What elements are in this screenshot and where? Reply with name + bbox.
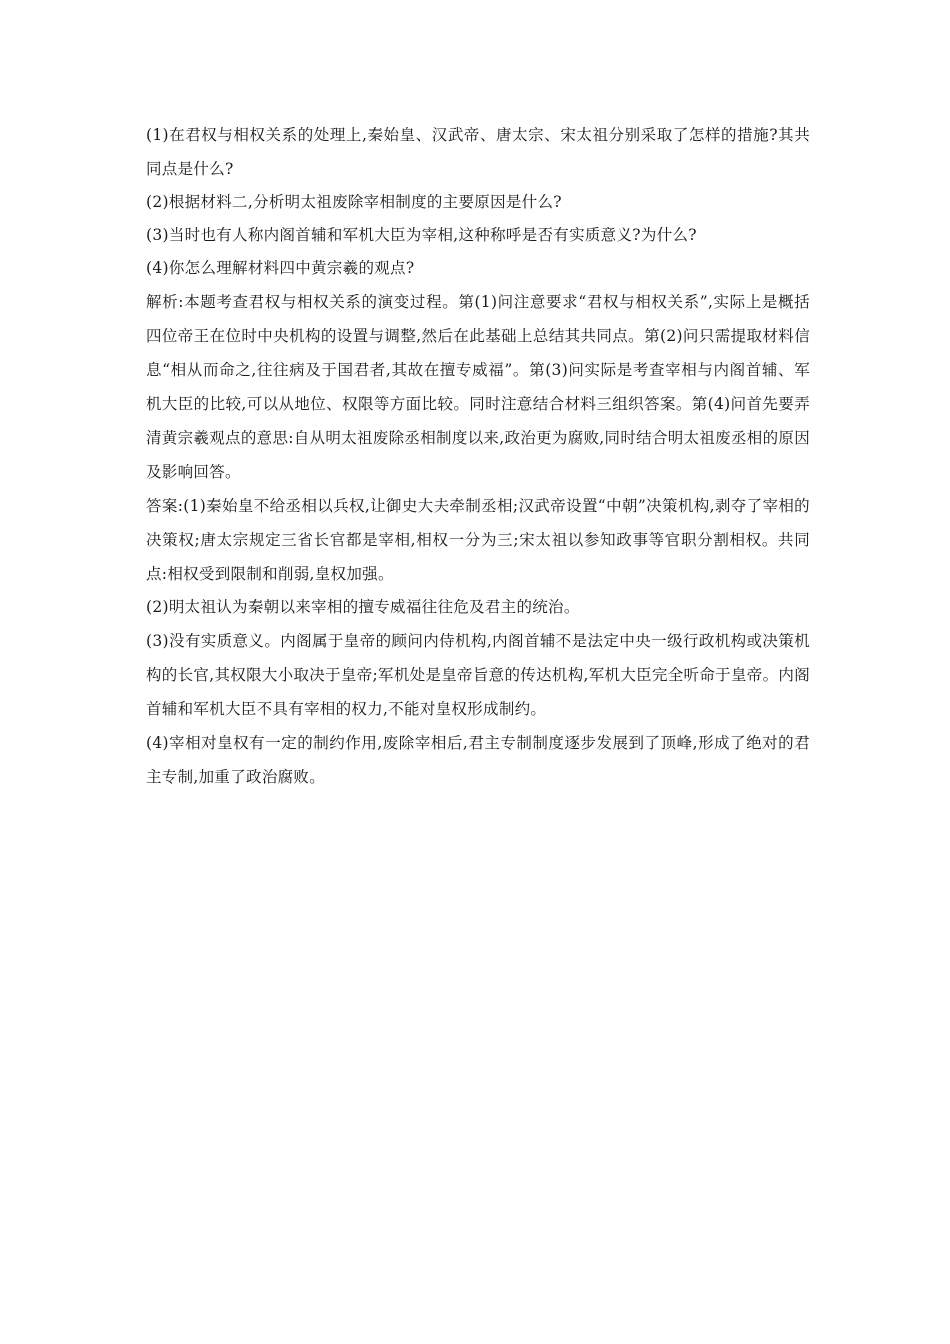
question-1: (1)在君权与相权关系的处理上,秦始皇、汉武帝、唐太宗、宋太祖分别采取了怎样的措施?其共同点是什么? [146, 126, 810, 178]
answer-4: (4)宰相对皇权有一定的制约作用,废除宰相后,君主专制制度逐步发展到了顶峰,形成了绝对的君主专制,加重了政治腐败。 [146, 734, 810, 786]
question-4: (4)你怎么理解材料四中黄宗羲的观点? [146, 259, 415, 277]
answer-1: 答案:(1)秦始皇不给丞相以兵权,让御史大夫牵制丞相;汉武帝设置“中朝”决策机构,剥夺了宰相的决策权;唐太宗规定三省长官都是宰相,相权一分为三;宋太祖以参知政事等官职分割相权。共同点:相权受到限制和削弱,皇权加强。 [146, 497, 810, 583]
analysis-paragraph: 解析:本题考查君权与相权关系的演变过程。第(1)问注意要求“君权与相权关系”,实际上是概括四位帝王在位时中央机构的设置与调整,然后在此基础上总结其共同点。第(2)问只需提取材料信息“相从而命之,往往病及于国君者,其故在擅专威福”。第(3)问实际是考查宰相与内阁首辅、军机大臣的比较,可以从地位、权限等方面比较。同时注意结合材料三组织答案。第(4)问首先要弄清黄宗羲观点的意思:自从明太祖废除丞相制度以来,政治更为腐败,同时结合明太祖废丞相的原因及影响回答。 [146, 293, 810, 481]
answer-3: (3)没有实质意义。内阁属于皇帝的顾问内侍机构,内阁首辅不是法定中央一级行政机构或决策机构的长官,其权限大小取决于皇帝;军机处是皇帝旨意的传达机构,军机大臣完全听命于皇帝。内阁首辅和军机大臣不具有宰相的权力,不能对皇权形成制约。 [146, 632, 810, 718]
question-3: (3)当时也有人称内阁首辅和军机大臣为宰相,这种称呼是否有实质意义?为什么? [146, 226, 697, 244]
answer-2: (2)明太祖认为秦朝以来宰相的擅专威福往往危及君主的统治。 [146, 598, 580, 616]
document-page [146, 118, 810, 794]
question-2: (2)根据材料二,分析明太祖废除宰相制度的主要原因是什么? [146, 193, 562, 211]
